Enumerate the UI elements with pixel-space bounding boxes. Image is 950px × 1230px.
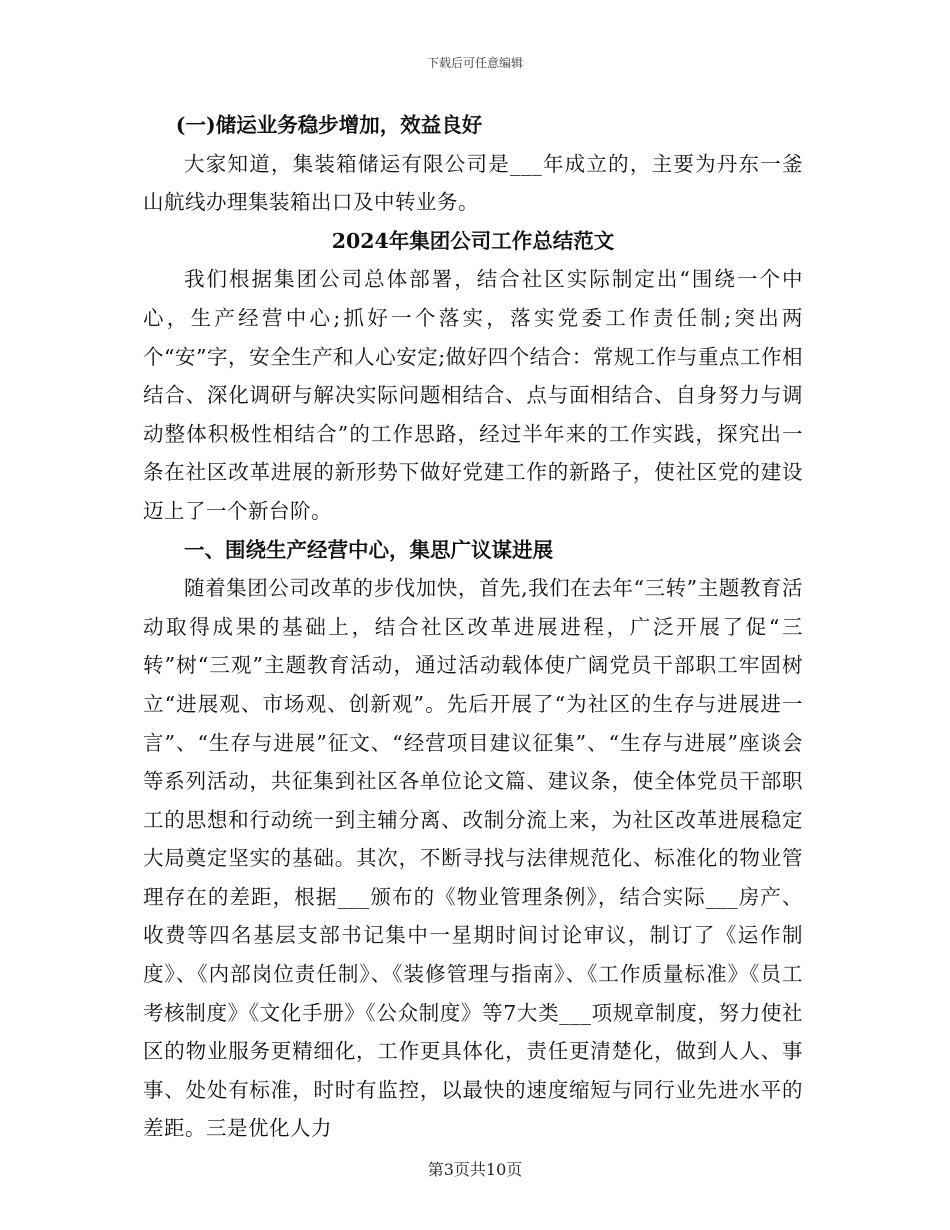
page-header-note: 下载后可任意编辑 xyxy=(426,56,523,70)
paragraph-body: 随着集团公司改革的步伐加快，首先,我们在去年“三转”主题教育活动取得成果的基础上，结合社区改革进展进程，广泛开展了促“三转”树“三观”主题教育活动，通过活动载体使广阔党员干部职工牢固树立“进展观、市场观、创新观”。先后开展了“为社区的生存与进展进一言”、“生存与进展”征文、“经营项目建议征集”、“生存与进展”座谈会等系列活动，共征集到社区各单位论文篇、建议条，使全体党员干部职工的思想和行动统一到主辅分离、改制分流上来，为社区改革进展稳定大局奠定坚实的基础。其次，不断寻找与法律规范化、标准化的物业管理存在的差距，根据___颁布的《物业管理条例》，结合实际___房产、收费等四名基层支部书记集中一星期时间讨论审议，制订了《运作制度》、《内部岗位责任制》、《装修管理与指南》、《工作质量标准》《员工考核制度》《文化手册》《公众制度》等7大类___项规章制度，努力使社区的物业服务更精细化，工作更具体化，责任更清楚化，做到人人、事事、处处有标准，时时有监控，以最快的速度缩短与同行业先进水平的差距。三是优化人力 xyxy=(143,576,803,1141)
document-body xyxy=(143,106,803,1148)
document-title: 2024年集团公司工作总结范文 xyxy=(331,228,615,253)
paragraph-intro: 我们根据集团公司总体部署，结合社区实际制定出“围绕一个中心，生产经营中心;抓好一个落实，落实党委工作责任制;突出两个“安”字，安全生产和人心安定;做好四个结合：常规工作与重点工作相结合、深化调研与解决实际问题相结合、点与面相结合、自身努力与调动整体积极性相结合”的工作思路，经过半年来的工作实践，探究出一条在社区改革进展的新形势下做好党建工作的新路子，使社区党的建设迈上了一个新台阶。 xyxy=(143,267,803,523)
paragraph-storage: 大家知道，集装箱储运有限公司是___年成立的，主要为丹东一釜山航线办理集装箱出口及中转业务。 xyxy=(143,151,803,215)
section-heading-one: 一、围绕生产经营中心，集思广议谋进展 xyxy=(184,537,553,562)
section-heading-storage: (一)储运业务稳步增加，效益良好 xyxy=(175,113,483,137)
page-number: 第3页共10页 xyxy=(427,1160,523,1179)
